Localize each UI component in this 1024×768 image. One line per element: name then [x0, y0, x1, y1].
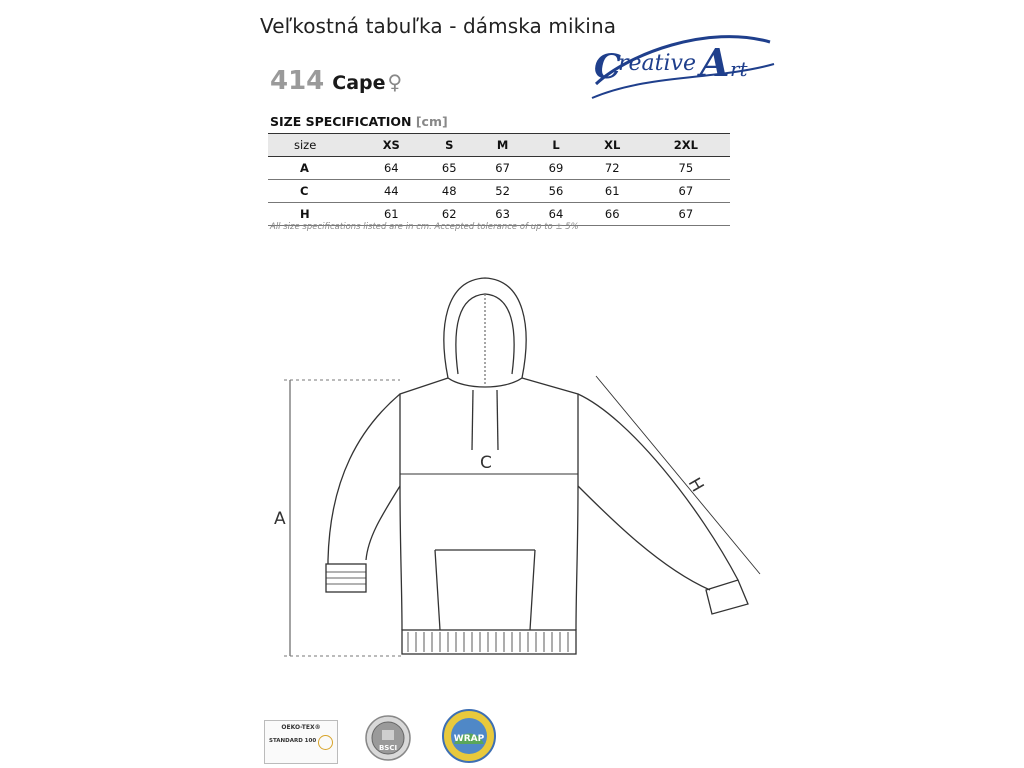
table-cell: 65: [423, 157, 476, 180]
table-cell: 66: [583, 203, 642, 226]
table-header-cell: S: [423, 134, 476, 157]
svg-text:A: A: [700, 40, 730, 85]
creative-art-logo: [588, 14, 778, 106]
dimension-h-line: [596, 376, 760, 574]
table-cell: 72: [583, 157, 642, 180]
size-spec-unit: [cm]: [415, 114, 448, 129]
wrap-text: WRAP: [453, 734, 485, 744]
dimension-h-label: H: [683, 474, 708, 496]
model-line: [270, 66, 402, 96]
table-header-cell: XL: [583, 134, 642, 157]
dimension-c-label: C: [480, 453, 492, 473]
wrap-badge: [438, 708, 500, 764]
table-cell: 61: [583, 180, 642, 203]
oeko-tex-title: OEKO-TEX®: [281, 724, 321, 731]
size-spec-title: SIZE SPECIFICATION: [270, 114, 412, 129]
table-cell: 67: [476, 157, 529, 180]
table-cell: 64: [529, 203, 582, 226]
table-cell: 48: [423, 180, 476, 203]
table-row-label: H: [268, 203, 360, 226]
table-header-cell: L: [529, 134, 582, 157]
table-cell: 75: [642, 157, 730, 180]
table-cell: 67: [642, 203, 730, 226]
table-header-row: [268, 134, 730, 157]
hoodie-diagram: [260, 268, 780, 668]
size-spec-heading: [270, 114, 448, 129]
model-name: Cape: [332, 72, 386, 94]
dimension-a-label: A: [274, 509, 286, 529]
tolerance-note: All size specifications listed are in cm. Accepted tolerance of up to ± 5%: [270, 222, 579, 232]
table-row-label: A: [268, 157, 360, 180]
svg-text:rt: rt: [730, 57, 748, 81]
table-cell: 52: [476, 180, 529, 203]
female-symbol-icon: ♀: [387, 70, 403, 94]
page-title: Veľkostná tabuľka - dámska mikina: [260, 14, 617, 38]
table-cell: 69: [529, 157, 582, 180]
table-cell: 56: [529, 180, 582, 203]
oeko-tex-badge: [264, 720, 338, 764]
table-cell: 61: [360, 203, 423, 226]
size-table: [268, 133, 730, 226]
table-row-label: C: [268, 180, 360, 203]
table-header-cell: M: [476, 134, 529, 157]
oeko-tex-standard: STANDARD 100: [269, 738, 317, 744]
hoodie-outline: [326, 278, 748, 654]
table-header-cell: XS: [360, 134, 423, 157]
table-cell: 63: [476, 203, 529, 226]
table-cell: 62: [423, 203, 476, 226]
table-cell: 44: [360, 180, 423, 203]
model-number: 414: [270, 66, 325, 96]
svg-text:reative: reative: [618, 51, 696, 76]
table-cell: 64: [360, 157, 423, 180]
dimension-lines: [284, 376, 760, 656]
table-header-cell: size: [268, 134, 360, 157]
svg-text:C: C: [594, 47, 622, 87]
oeko-tex-seal-icon: [318, 735, 333, 750]
bsci-text: BSCI: [378, 744, 398, 752]
table-row: [268, 180, 730, 203]
table-row: [268, 157, 730, 180]
table-header-cell: 2XL: [642, 134, 730, 157]
bsci-badge: [364, 714, 412, 762]
table-cell: 67: [642, 180, 730, 203]
